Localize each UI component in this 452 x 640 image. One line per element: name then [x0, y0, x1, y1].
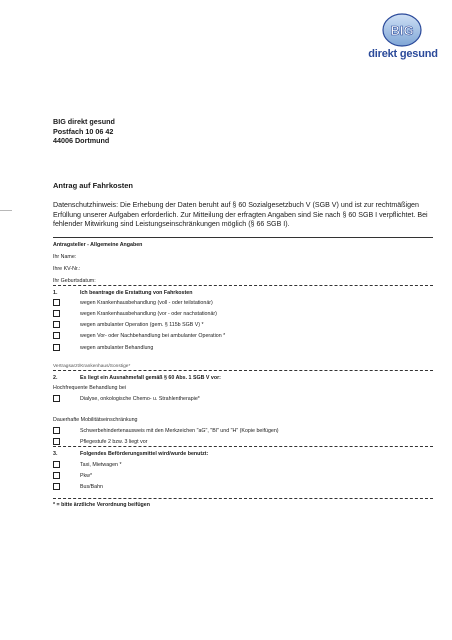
- section-3-number: 3.: [53, 451, 58, 457]
- checkbox[interactable]: [53, 472, 60, 479]
- checkbox[interactable]: [53, 332, 60, 339]
- option-label: Taxi, Mietwagen *: [80, 461, 122, 468]
- option-bus-train[interactable]: [53, 483, 433, 491]
- provider-field-label[interactable]: Vertragsarzt/Krankenhaus/Sonstige*: [53, 364, 131, 369]
- option-taxi[interactable]: [53, 461, 433, 469]
- checkbox[interactable]: [53, 483, 60, 490]
- fold-mark: [0, 210, 12, 211]
- recipient-address: [53, 117, 115, 146]
- checkbox[interactable]: [53, 344, 60, 351]
- option-label: wegen Vor- oder Nachbehandlung bei ambulanter Operation *: [80, 332, 226, 339]
- divider: [53, 498, 433, 499]
- footnote: * = bitte ärztliche Verordnung beifügen: [53, 502, 150, 508]
- mobility-label: Dauerhafte Mobilitätseinschränkung: [53, 417, 138, 423]
- option-label: Pkw*: [80, 472, 93, 479]
- checkbox[interactable]: [53, 299, 60, 306]
- checkbox[interactable]: [53, 321, 60, 328]
- section-1-number: 1.: [53, 290, 58, 296]
- divider: [53, 285, 433, 286]
- checkbox[interactable]: [53, 427, 60, 434]
- big-badge-icon: [382, 12, 422, 48]
- option-ambulatory-treatment[interactable]: [53, 344, 433, 352]
- logo-tagline: direkt gesund: [368, 48, 438, 60]
- option-label: wegen Krankenhausbehandlung (voll - oder teilstationär): [80, 299, 213, 306]
- checkbox[interactable]: [53, 395, 60, 402]
- birthdate-field-label[interactable]: Ihr Geburtsdatum:: [53, 278, 96, 284]
- option-disability-card[interactable]: [53, 427, 433, 435]
- option-care-level[interactable]: [53, 438, 433, 446]
- section-2-number: 2.: [53, 375, 58, 381]
- option-pre-post-surgery-care[interactable]: [53, 332, 433, 340]
- option-label: wegen ambulanter Operation (gem. § 115b SGB V) *: [80, 321, 204, 328]
- logo-badge-text: BIG: [390, 23, 414, 38]
- divider: [53, 237, 433, 238]
- checkbox[interactable]: [53, 438, 60, 445]
- option-ambulatory-surgery[interactable]: [53, 321, 433, 329]
- option-car[interactable]: [53, 472, 433, 480]
- name-field-label[interactable]: Ihr Name:: [53, 254, 77, 260]
- option-label: Pflegestufe 2 bzw. 3 liegt vor: [80, 438, 148, 445]
- option-label: Dialyse, onkologische Chemo- u. Strahlentherapie*: [80, 395, 200, 402]
- section-2-heading: Es liegt ein Ausnahmefall gemäß § 60 Abs. 1 SGB V vor:: [80, 375, 221, 381]
- option-label: wegen ambulanter Behandlung: [80, 344, 154, 351]
- checkbox[interactable]: [53, 461, 60, 468]
- option-dialysis-chemo[interactable]: [53, 395, 433, 403]
- divider: [53, 446, 433, 447]
- option-label: wegen Krankenhausbehandlung (vor - oder nachstationär): [80, 310, 217, 317]
- section-3-heading: Folgendes Beförderungsmittel wird/wurde benutzt:: [80, 451, 209, 457]
- big-logo: [368, 12, 438, 68]
- checkbox[interactable]: [53, 310, 60, 317]
- option-hospital-pre-post[interactable]: [53, 310, 433, 318]
- option-label: Bus/Bahn: [80, 483, 103, 490]
- option-label: Schwerbehindertenausweis mit den Merkzeichen "aG", "Bl" und "H" (Kopie beifügen): [80, 427, 279, 434]
- divider: [53, 370, 433, 371]
- kv-number-field-label[interactable]: Ihre KV-Nr.:: [53, 266, 81, 272]
- address-line-1: BIG direkt gesund: [53, 117, 115, 126]
- section-1-heading: Ich beantrage die Erstattung von Fahrkosten: [80, 290, 193, 296]
- privacy-notice: Datenschutzhinweis: Die Erhebung der Daten beruht auf § 60 Sozialgesetzbuch V (SGB V) und ist zur rechtmäßigen Erfüllung unserer Aufgaben erforderlich. Zur Mitteilung der erfragten Angaben sind Sie nach § 60 SGB I verpflichtet. Bei fehlender Mitwirkung sind Leistungseinschränkungen möglich (§ 66 SGB I).: [53, 201, 428, 229]
- form-title: Antrag auf Fahrkosten: [53, 181, 134, 190]
- address-line-3: 44006 Dortmund: [53, 136, 110, 145]
- option-hospital-inpatient[interactable]: [53, 299, 433, 307]
- high-frequency-label: Hochfrequente Behandlung bei: [53, 385, 127, 391]
- address-line-2: Postfach 10 06 42: [53, 126, 114, 136]
- applicant-heading: Antragsteller - Allgemeine Angaben: [53, 242, 143, 248]
